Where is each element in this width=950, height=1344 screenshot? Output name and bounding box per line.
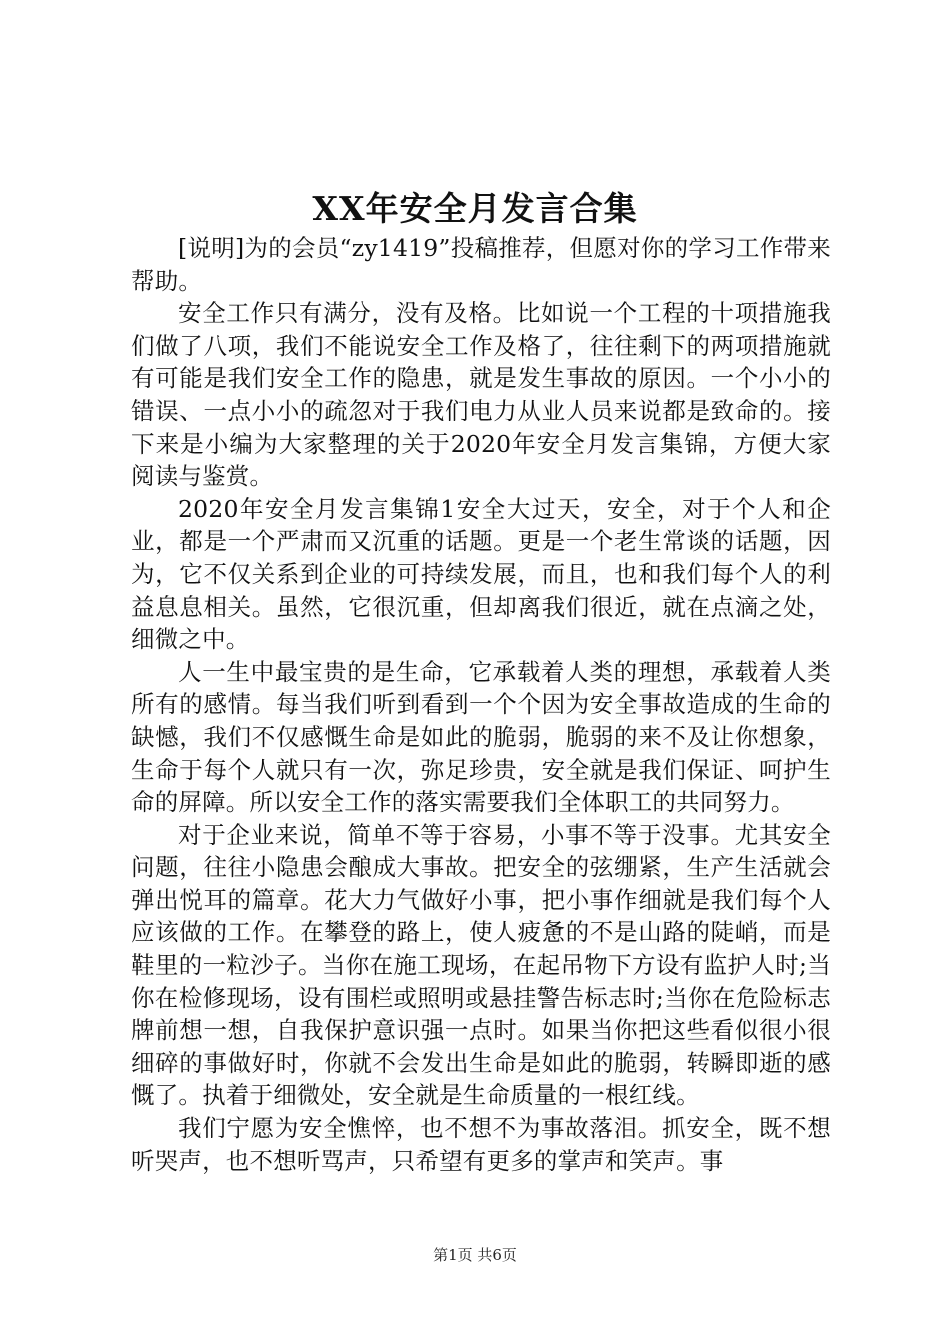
paragraph-closing: 我们宁愿为安全憔悴，也不想不为事故落泪。抓安全，既不想听哭声，也不想听骂声，只希望有更多的掌声和笑声。事 <box>131 1114 831 1175</box>
document-body <box>131 232 831 1177</box>
paragraph-life: 人一生中最宝贵的是生命，它承载着人类的理想，承载着人类所有的感情。每当我们听到看到一个个因为安全事故造成的生命的缺憾，我们不仅感慨生命是如此的脆弱，脆弱的来不及让你想象，生命于每个人就只有一次，弥足珍贵，安全就是我们保证、呵护生命的屏障。所以安全工作的落实需要我们全体职工的共同努力。 <box>131 657 831 817</box>
paragraph-note: [说明]为的会员“zy1419”投稿推荐，但愿对你的学习工作带来帮助。 <box>131 234 831 295</box>
paragraph-intro: 安全工作只有满分，没有及格。比如说一个工程的十项措施我们做了八项，我们不能说安全工作及格了，往往剩下的两项措施就有可能是我们安全工作的隐患，就是发生事故的原因。一个小小的错误、一点小小的疏忽对于我们电力从业人员来说都是致命的。接下来是小编为大家整理的关于2020年安全月发言集锦，方便大家阅读与鉴赏。 <box>131 299 831 491</box>
document-title: XX年安全月发言合集 <box>312 189 638 228</box>
paragraph-enterprise: 对于企业来说，简单不等于容易，小事不等于没事。尤其安全问题，往往小隐患会酿成大事故。把安全的弦绷紧，生产生活就会弹出悦耳的篇章。花大力气做好小事，把小事作细就是我们每个人应该做的工作。在攀登的路上，使人疲惫的不是山路的陡峭，而是鞋里的一粒沙子。当你在施工现场，在起吊物下方设有监护人时;当你在检修现场，设有围栏或照明或悬挂警告标志时;当你在危险标志牌前想一想，自我保护意识强一点时。如果当你把这些看似很小很细碎的事做好时，你就不会发出生命是如此的脆弱，转瞬即逝的感慨了。执着于细微处，安全就是生命质量的一根红线。 <box>131 820 831 1110</box>
page-number-footer: 第1页 共6页 <box>433 1246 517 1264</box>
paragraph-section-1: 2020年安全月发言集锦1安全大过天，安全，对于个人和企业，都是一个严肃而又沉重的话题。更是一个老生常谈的话题，因为，它不仅关系到企业的可持续发展，而且，也和我们每个人的利益息息相关。虽然，它很沉重，但却离我们很近，就在点滴之处，细微之中。 <box>131 494 831 654</box>
